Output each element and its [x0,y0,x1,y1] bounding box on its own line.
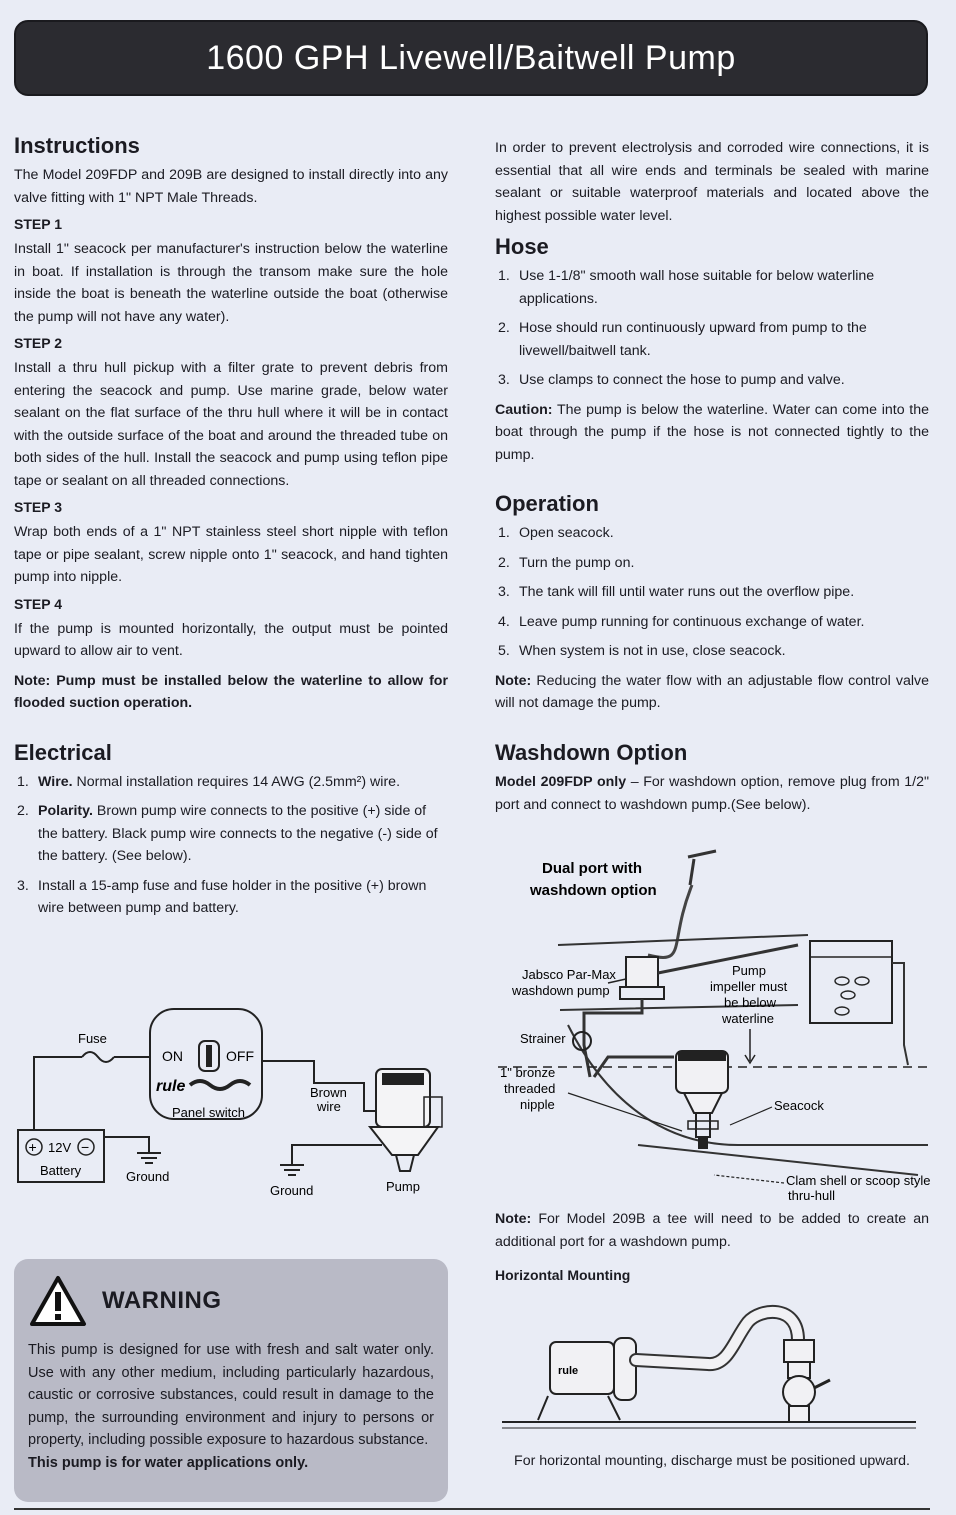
svg-text:rule: rule [558,1365,579,1377]
svg-text:be below: be below [724,995,777,1010]
pump-icon [538,1338,636,1420]
svg-text:threaded: threaded [504,1081,556,1096]
operation-note: Note: Reducing the water flow with an adjustable flow control valve will not damage the pump. [495,672,929,712]
list-item: 2. Polarity. Brown pump wire connects to the positive (+) side of the battery. Black pump wire connects to the negative (-) side of the battery. (See below). [17,803,438,865]
warning-emphasis: This pump is for water applications only. [28,1454,309,1471]
step4-label: STEP 4 [14,595,62,612]
svg-text:rule: rule [156,1078,186,1095]
svg-text:washdown pump: washdown pump [512,983,610,998]
svg-text:Strainer: Strainer [520,1031,566,1046]
wiring-diagram [14,1005,454,1205]
electrical-list [14,771,448,920]
step2-text: Install a thru hull pickup with a filter grate to prevent debris from entering the seacock and pump. Use marine grade, below water sealant on the flat surface of the thru hull where it will be in contact with the outside surface of the boat and around the threaded tube on both sides of the hull. Install the seacock and pump using teflon pipe tape or sealant on all threaded connections. [14,360,448,489]
svg-text:wire: wire [317,1099,341,1114]
washdown-note: Note: For Model 209B a tee will need to be added to create an additional port for a washdown pump. [495,1211,929,1250]
list-item: 4. Leave pump running for continuous exchange of water. [498,613,865,630]
svg-text:waterline: waterline [722,1011,775,1026]
page-title: 1600 GPH Livewell/Baitwell Pump [206,38,736,77]
hose-caution: Caution: The pump is below the waterline. Water can come into the boat through the pump if the hose is not connected tightly to the pump. [495,401,929,463]
svg-text:OFF: OFF [226,1048,254,1064]
svg-text:Battery: Battery [40,1163,82,1178]
fish-icon [835,977,869,1015]
page-title-banner [14,20,928,96]
svg-text:+: + [28,1139,37,1155]
livewell-tank [810,941,892,1023]
step3-text: Wrap both ends of a 1" NPT stainless steel short nipple with teflon tape or pipe sealant, screw nipple onto 1" seacock, and hand tighten pump into nipple. [14,524,448,586]
instructions-heading: Instructions [14,133,140,158]
pump-icon [370,1069,442,1171]
hose-heading: Hose [495,234,549,259]
svg-text:Jabsco Par-Max: Jabsco Par-Max [522,967,616,982]
list-item: 5. When system is not in use, close seacock. [498,643,786,660]
step4-text: If the pump is mounted horizontally, the output must be pointed upward to allow air to vent. [14,620,448,660]
washdown-pump [626,957,658,987]
left-column [14,134,448,927]
bottom-divider [14,1508,930,1510]
instructions-note: Note: Pump must be installed below the waterline to allow for flooded suction operation. [14,672,448,712]
step1-text: Install 1" seacock per manufacturer's instruction below the waterline in boat. If installation is through the transom make sure the hole inside the boat is beneath the waterline outside the boat (otherwise the pump will not have any water). [14,241,448,325]
svg-text:Ground: Ground [126,1169,170,1184]
list-item: 3. The tank will fill until water runs out the overflow pipe. [498,584,855,601]
svg-text:nipple: nipple [520,1097,555,1112]
warning-text: This pump is designed for use with fresh and salt water only. Use with any other medium, including particularly hazardous, caustic or corrosive substances, could result in damage to the pump, the surrounding environment and injury to persons or property, including possible exposure to hazardous substance. [28,1342,434,1448]
horizontal-caption: For horizontal mounting, discharge must be positioned upward. [514,1453,910,1469]
warning-triangle-icon [28,1274,88,1328]
svg-text:Brown: Brown [310,1085,347,1100]
step2-label: STEP 2 [14,335,62,352]
instructions-intro: The Model 209FDP and 209B are designed to install directly into any valve fitting with 1" NPT Male Threads. [14,167,448,206]
svg-text:washdown option: washdown option [530,882,657,899]
panel-switch-label: Panel switch [172,1105,245,1120]
list-item: 2. Turn the pump on. [498,554,635,571]
horizontal-caption-block [495,1450,929,1473]
svg-text:Seacock: Seacock [774,1098,824,1113]
list-item: 1. Open seacock. [498,525,614,542]
hose-list [495,265,929,392]
warning-title: WARNING [102,1287,222,1314]
svg-text:1" bronze: 1" bronze [500,1065,556,1080]
electrical-heading: Electrical [14,739,112,765]
right-column [495,137,929,823]
list-item: 3. Install a 15-amp fuse and fuse holder in the positive (+) brown wire between pump and battery. [17,877,427,917]
svg-text:thru-hull: thru-hull [788,1188,835,1203]
svg-text:Pump: Pump [732,963,766,978]
fuse-label: Fuse [78,1031,107,1046]
svg-text:Dual port with: Dual port with [542,860,642,877]
operation-heading: Operation [495,491,599,517]
step1-label: STEP 1 [14,216,62,233]
electrolysis-note: In order to prevent electrolysis and corroded wire connections, it is essential that all wire ends and terminals be sealed with marine sealant or suitable waterproof materials and located above the highest possible water level. [495,140,929,224]
list-item: 3. Use clamps to connect the hose to pump and valve. [498,372,845,389]
svg-text:ON: ON [162,1048,183,1064]
list-item: 1. Use 1-1/8" smooth wall hose suitable for below waterline applications. [498,268,875,307]
svg-text:impeller must: impeller must [710,979,788,994]
svg-text:Pump: Pump [386,1179,420,1194]
horizontal-mounting-diagram [498,1300,928,1435]
pump-icon [676,1051,728,1149]
svg-text:Clam shell or scoop style: Clam shell or scoop style [786,1173,930,1188]
warning-box [14,1259,448,1502]
svg-text:−: − [81,1139,90,1155]
operation-list [495,522,929,663]
step3-label: STEP 3 [14,499,62,516]
washdown-heading: Washdown Option [495,739,688,765]
svg-text:12V: 12V [48,1140,72,1155]
washdown-text: Model 209FDP only – For washdown option, remove plug from 1/2" port and connect to washdown pump.(See below). [495,774,929,813]
horizontal-heading: Horizontal Mounting [495,1267,631,1283]
list-item: 2. Hose should run continuously upward from pump to the livewell/baitwell tank. [498,320,867,359]
svg-text:Ground: Ground [270,1183,314,1198]
list-item: 1. Wire. Normal installation requires 14 AWG (2.5mm²) wire. [17,773,401,790]
washdown-diagram [498,845,930,1210]
washdown-note-block [495,1208,929,1289]
